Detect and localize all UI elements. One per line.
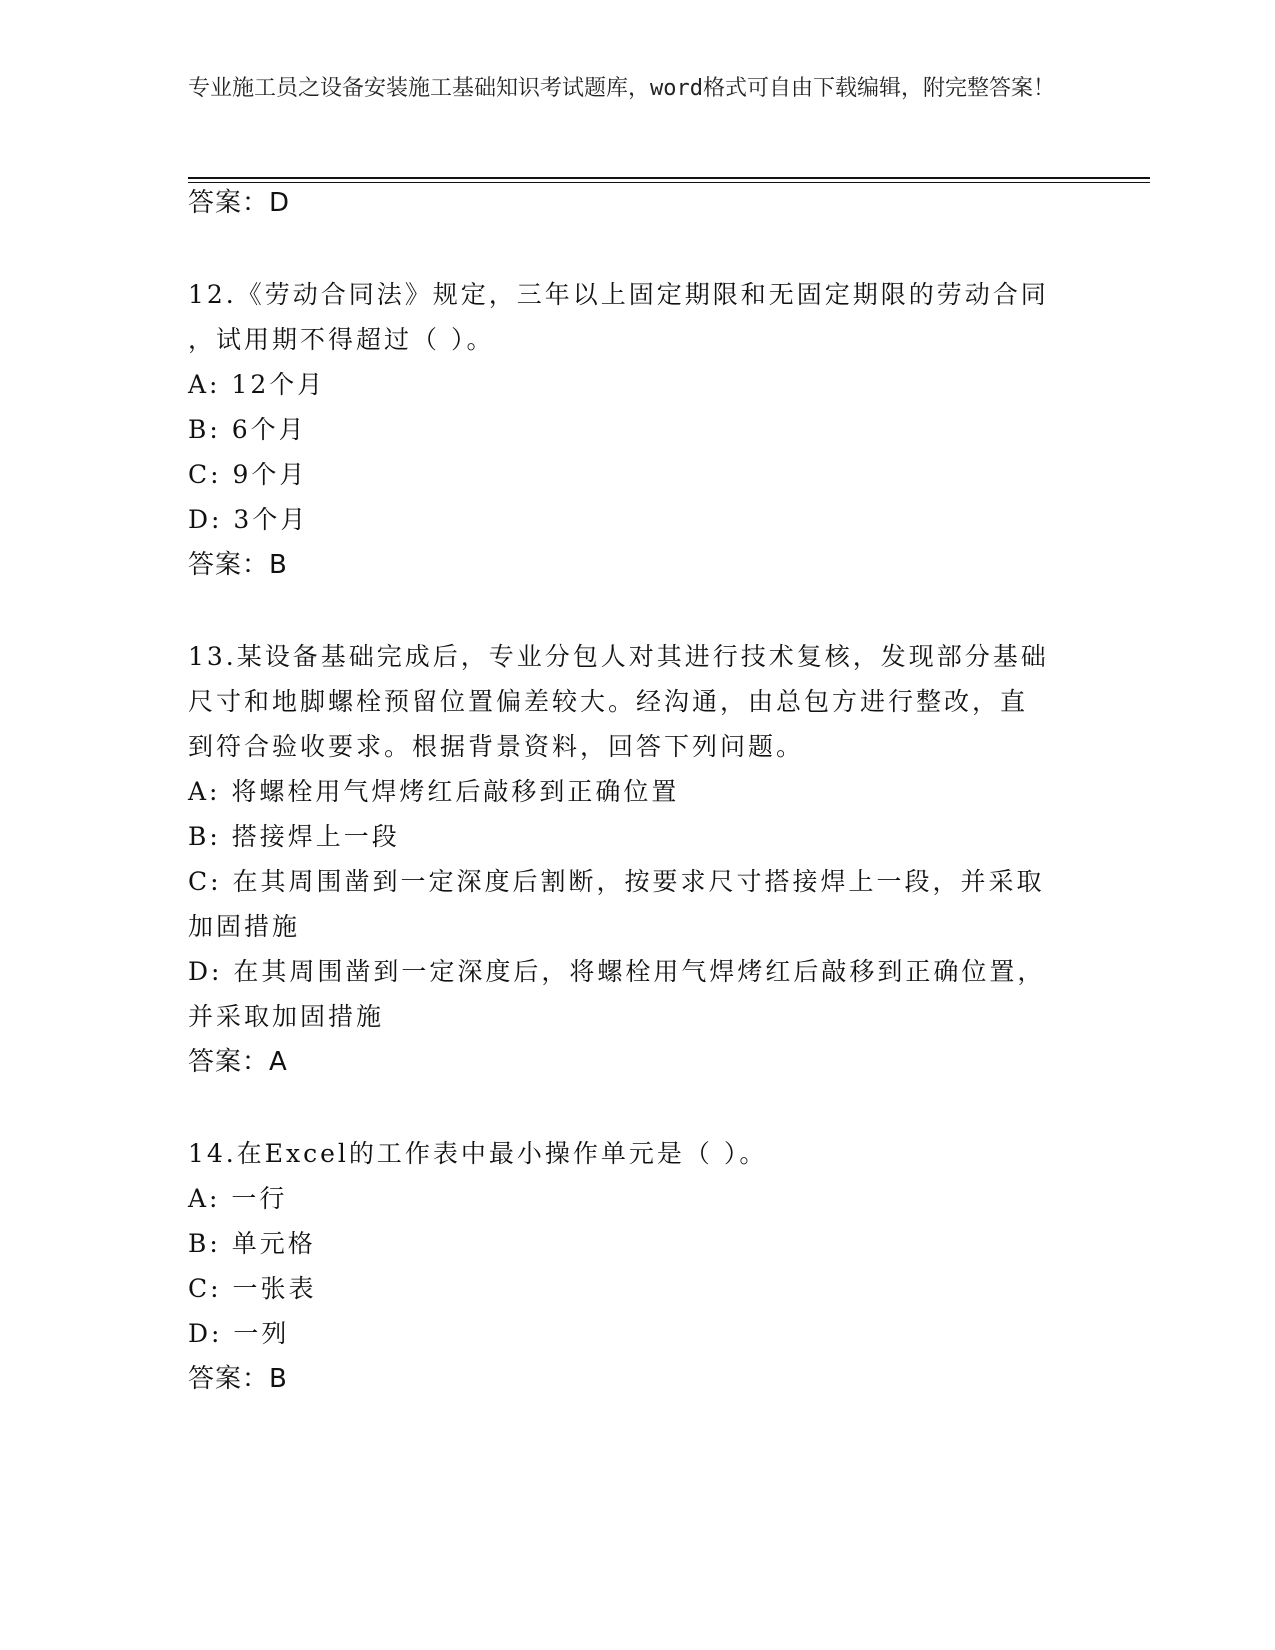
- question-14-stem-line-1: 14.在Excel的工作表中最小操作单元是（ ）。: [188, 1139, 768, 1168]
- question-13-stem-line-1: 13.某设备基础完成后，专业分包人对其进行技术复核，发现部分基础: [188, 642, 1049, 671]
- question-12-option-d: D: 3个月: [188, 505, 309, 534]
- question-12-option-c: C: 9个月: [188, 460, 308, 489]
- question-12-stem-line-2: ，试用期不得超过（ ）。: [188, 325, 495, 354]
- question-13-stem-line-2: 尺寸和地脚螺栓预留位置偏差较大。经沟通，由总包方进行整改，直: [188, 687, 1029, 716]
- header-divider: [188, 177, 1150, 179]
- question-13-option-c-line-2: 加固措施: [188, 912, 301, 941]
- question-14-option-c: C: 一张表: [188, 1274, 317, 1303]
- question-13-stem-line-3: 到符合验收要求。根据背景资料，回答下列问题。: [188, 732, 805, 761]
- question-13-option-d-line-2: 并采取加固措施: [188, 1002, 385, 1031]
- question-13-option-b: B: 搭接焊上一段: [188, 822, 400, 851]
- question-12-option-a: A: 12个月: [188, 370, 326, 399]
- question-14-option-d: D: 一列: [188, 1319, 290, 1348]
- question-12-answer: 答案：B: [188, 550, 288, 580]
- header-divider-thin: [188, 182, 1150, 183]
- question-12-option-b: B: 6个月: [188, 415, 307, 444]
- question-13-option-d-line-1: D: 在其周围凿到一定深度后，将螺栓用气焊烤红后敲移到正确位置，: [188, 957, 1046, 986]
- question-13-option-c-line-1: C: 在其周围凿到一定深度后割断，按要求尺寸搭接焊上一段，并采取: [188, 867, 1045, 896]
- question-13-option-a: A: 将螺栓用气焊烤红后敲移到正确位置: [188, 777, 680, 806]
- previous-answer: 答案：D: [188, 188, 291, 218]
- question-12-stem-line-1: 12.《劳动合同法》规定，三年以上固定期限和无固定期限的劳动合同: [188, 280, 1049, 309]
- document-header: 专业施工员之设备安装施工基础知识考试题库，word格式可自由下载编辑，附完整答案！: [188, 76, 1055, 101]
- question-14-option-a: A: 一行: [188, 1184, 288, 1213]
- question-14-option-b: B: 单元格: [188, 1229, 316, 1258]
- question-13-answer: 答案：A: [188, 1047, 288, 1077]
- question-14-answer: 答案：B: [188, 1364, 288, 1394]
